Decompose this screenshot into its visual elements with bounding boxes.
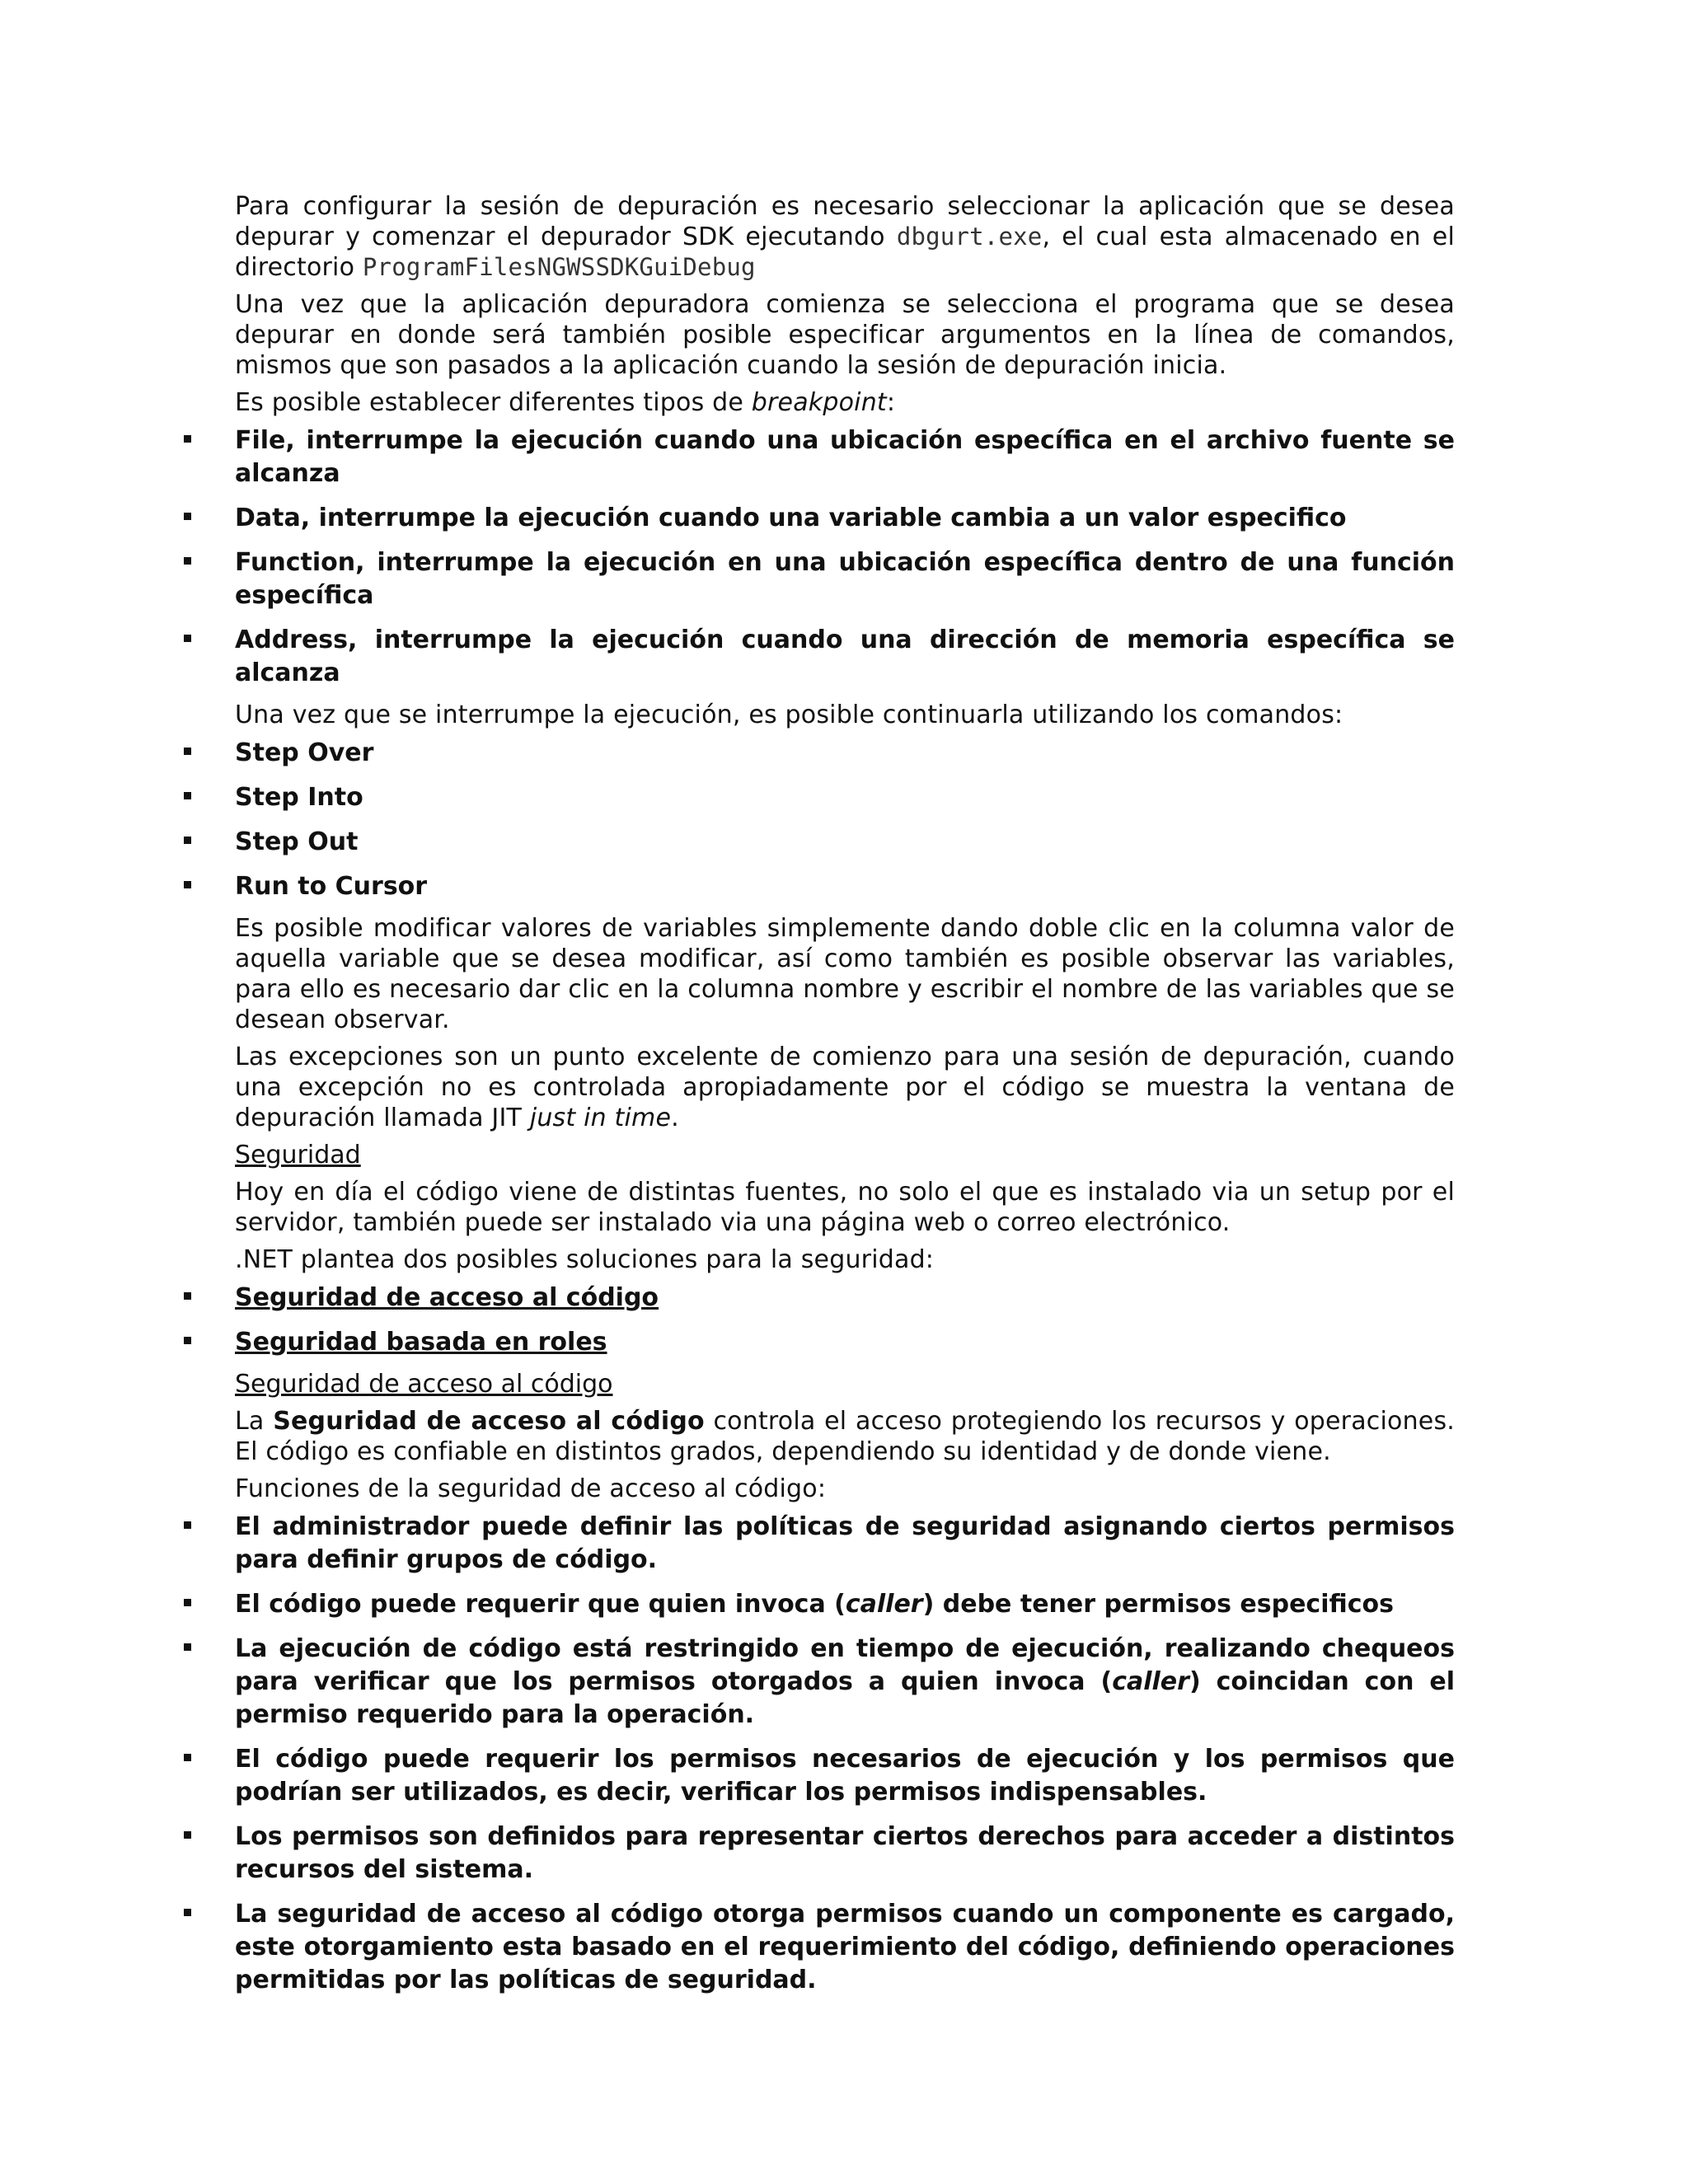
list-item-function-permisos-necesarios: El código puede requerir los permisos necesarios de ejecución y los permisos que podrían ser utilizados, es decir, verificar los permisos indispensables. (235, 1743, 1455, 1809)
list-item-breakpoint-file: File, interrumpe la ejecución cuando una ubicación específica en el archivo fuente se alcanza (235, 424, 1455, 490)
list-item-seguridad-basada-roles: Seguridad basada en roles (235, 1326, 1455, 1359)
section-heading-seguridad: Seguridad (235, 1141, 361, 1169)
paragraph-continuar-ejecucion: Una vez que se interrumpe la ejecución, es posible continuarla utilizando los comandos: (235, 701, 1343, 729)
paragraph-tipos-breakpoint: Es posible establecer diferentes tipos de breakpoint: (235, 388, 896, 417)
document-body (235, 191, 1455, 2008)
list-item-step-over: Step Over (235, 737, 1455, 770)
command-list (235, 737, 1455, 903)
bullet-icon (184, 1831, 191, 1839)
solutions-list (235, 1282, 1455, 1359)
list-item-function-otorga-permisos: La seguridad de acceso al código otorga permisos cuando un componente es cargado, este otorgamiento esta basado en el requerimiento del código, definiendo operaciones permitidas por las políticas de seguridad. (235, 1898, 1455, 1997)
paragraph-funciones: Funciones de la seguridad de acceso al código: (235, 1474, 827, 1503)
list-item-function-caller: El código puede requerir que quien invoca (caller) debe tener permisos especificos (235, 1588, 1455, 1621)
bullet-icon (184, 881, 191, 888)
list-item-function-administrador: El administrador puede definir las políticas de seguridad asignando ciertos permisos para definir grupos de código. (235, 1511, 1455, 1577)
code-directory: ProgramFilesNGWSSDKGuiDebug (362, 253, 756, 281)
bullet-icon (184, 1909, 191, 1916)
bullet-icon (184, 837, 191, 844)
breakpoint-list (235, 424, 1455, 690)
list-item-breakpoint-data: Data, interrumpe la ejecución cuando una variable cambia a un valor especifico (235, 502, 1455, 535)
list-item-step-into: Step Into (235, 781, 1455, 814)
bullet-icon (184, 1754, 191, 1761)
bullet-icon (184, 1292, 191, 1300)
list-item-function-ejecucion-restringida: La ejecución de código está restringido en tiempo de ejecución, realizando chequeos para verificar que los permisos otorgados a quien invoca (caller) coincidan con el permiso requerido para la operación. (235, 1633, 1455, 1732)
list-item-breakpoint-address: Address, interrumpe la ejecución cuando una dirección de memoria específica se alcanza (235, 624, 1455, 690)
bullet-icon (184, 557, 191, 565)
list-item-run-to-cursor: Run to Cursor (235, 870, 1455, 903)
bullet-icon (184, 1337, 191, 1344)
paragraph-modificar-valores: Es posible modificar valores de variables simplemente dando doble clic en la columna valor de aquella variable que se desea modificar, así como también es posible observar las variables, para ello es necesario dar clic en la columna nombre y escribir el nombre de las variables que se desean observar. (235, 914, 1455, 1034)
bullet-icon (184, 1643, 191, 1651)
functions-list (235, 1511, 1455, 1997)
bullet-icon (184, 1521, 191, 1529)
paragraph-fuentes-codigo: Hoy en día el código viene de distintas fuentes, no solo el que es instalado via un setup por el servidor, también puede ser instalado via una página web o correo electrónico. (235, 1178, 1455, 1237)
list-item-seguridad-acceso-codigo: Seguridad de acceso al código (235, 1282, 1455, 1315)
bullet-icon (184, 513, 191, 520)
paragraph-aplicacion-depuradora: Una vez que la aplicación depuradora comienza se selecciona el programa que se desea depurar en donde será también posible especificar argumentos en la línea de comandos, mismos que son pasados a la aplicación cuando la sesión de depuración inicia. (235, 290, 1455, 380)
code-dbgurt: dbgurt.exe (896, 223, 1043, 251)
bullet-icon (184, 1599, 191, 1606)
paragraph-seguridad-acceso: La Seguridad de acceso al código controla el acceso protegiendo los recursos y operaciones. El código es confiable en distintos grados, dependiendo su identidad y de donde viene. (235, 1407, 1456, 1466)
bullet-icon (184, 792, 191, 799)
subsection-heading-acceso-codigo: Seguridad de acceso al código (235, 1370, 613, 1399)
paragraph-net-soluciones: .NET plantea dos posibles soluciones para la seguridad: (235, 1245, 935, 1274)
bullet-icon (184, 635, 191, 642)
list-item-breakpoint-function: Function, interrumpe la ejecución en una ubicación específica dentro de una función específica (235, 546, 1455, 612)
paragraph-excepciones: Las excepciones son un punto excelente de comienzo para una sesión de depuración, cuando una excepción no es controlada apropiadamente por el código se muestra la ventana de depuración llamada JIT just in time. (235, 1043, 1455, 1132)
list-item-step-out: Step Out (235, 826, 1455, 859)
paragraph-configurar-sesion: Para configurar la sesión de depuración es necesario seleccionar la aplicación que se desea depurar y comenzar el depurador SDK ejecutando dbgurt.exe, el cual esta almacenado en el directorio ProgramFilesNGWSSDKGuiDebug (235, 192, 1456, 282)
bullet-icon (184, 435, 191, 443)
bullet-icon (184, 748, 191, 755)
list-item-function-derechos: Los permisos son definidos para representar ciertos derechos para acceder a distintos recursos del sistema. (235, 1821, 1455, 1886)
